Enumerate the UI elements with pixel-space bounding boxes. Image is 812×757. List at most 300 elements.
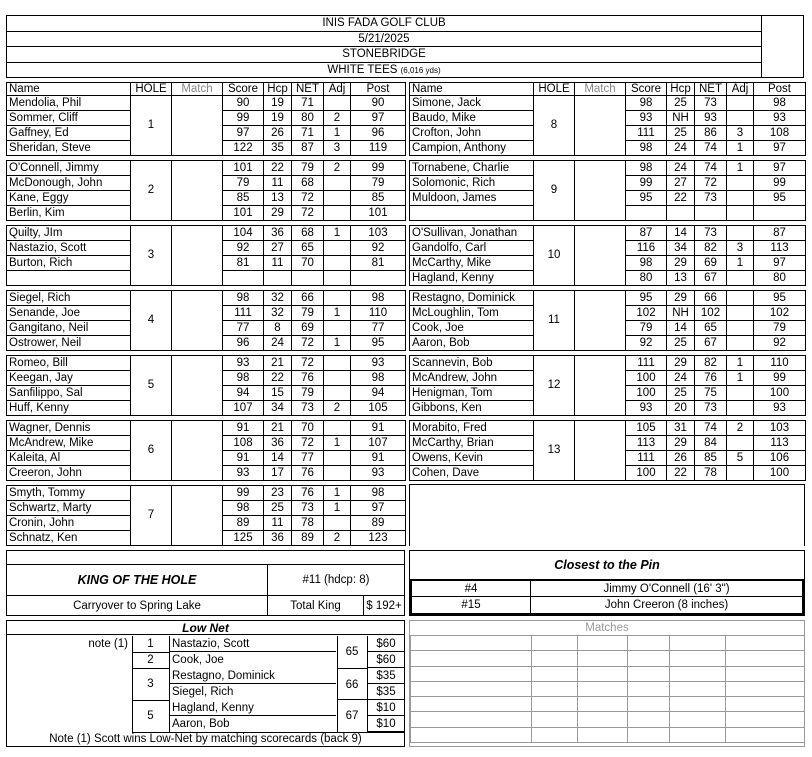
player-adj: 1 <box>324 306 351 321</box>
match-cell <box>670 636 726 651</box>
player-row <box>7 96 406 111</box>
player-post: 94 <box>351 386 406 401</box>
player-name: O'Connell, Jimmy <box>7 161 131 176</box>
player-post: 100 <box>754 386 806 401</box>
match-cell <box>532 697 578 712</box>
match-cell <box>670 666 726 681</box>
player-adj: 3 <box>727 241 754 256</box>
group-match <box>575 356 626 416</box>
low-net-player-name: Restagno, Dominick <box>170 668 336 684</box>
player-adj <box>727 111 754 126</box>
player-hcp: 32 <box>264 306 292 321</box>
player-net: 76 <box>292 486 324 501</box>
player-post: 97 <box>754 256 806 271</box>
low-net-prize: $35 <box>368 668 404 684</box>
player-adj: 1 <box>324 336 351 351</box>
player-score: 100 <box>626 466 667 481</box>
group-match <box>575 161 626 221</box>
player-score: 77 <box>223 321 264 336</box>
player-row <box>410 96 806 111</box>
player-adj <box>324 356 351 371</box>
match-cell <box>578 712 628 727</box>
player-hcp: 25 <box>264 501 292 516</box>
match-cell <box>726 666 805 681</box>
player-score: 98 <box>626 141 667 156</box>
player-post: 110 <box>351 306 406 321</box>
player-score: 111 <box>626 451 667 466</box>
player-score: 94 <box>223 386 264 401</box>
player-score: 92 <box>626 336 667 351</box>
right-score-table <box>409 82 806 481</box>
low-net-prize: $60 <box>368 636 404 652</box>
matches-grid <box>410 635 805 743</box>
player-hcp: 19 <box>264 96 292 111</box>
player-score: 116 <box>626 241 667 256</box>
player-post <box>754 206 806 221</box>
player-adj: 1 <box>727 161 754 176</box>
player-name: Morabito, Fred <box>410 421 534 436</box>
player-net: 87 <box>292 141 324 156</box>
player-net: 73 <box>292 501 324 516</box>
player-post: 105 <box>351 401 406 416</box>
player-hcp: 25 <box>667 96 695 111</box>
tees-label: WHITE TEES <box>327 63 398 76</box>
player-score: 99 <box>223 111 264 126</box>
player-hcp: 25 <box>667 386 695 401</box>
king-carryover: Carryover to Spring Lake <box>7 595 267 615</box>
player-net: 84 <box>695 436 727 451</box>
player-net: 82 <box>695 241 727 256</box>
player-row <box>410 421 806 436</box>
player-net: 80 <box>292 111 324 126</box>
player-adj <box>727 306 754 321</box>
player-hcp: 11 <box>264 176 292 191</box>
group-match <box>172 291 223 351</box>
match-cell <box>628 651 670 666</box>
player-post: 93 <box>754 401 806 416</box>
player-row <box>410 356 806 371</box>
match-cell <box>628 666 670 681</box>
player-net: 82 <box>695 356 727 371</box>
match-cell <box>532 712 578 727</box>
player-score: 101 <box>223 206 264 221</box>
player-row <box>410 291 806 306</box>
player-adj: 2 <box>324 161 351 176</box>
player-name: Muldoon, James <box>410 191 534 206</box>
player-hcp: 20 <box>667 401 695 416</box>
player-net: 73 <box>695 401 727 416</box>
player-score: 95 <box>626 291 667 306</box>
player-net: 85 <box>695 451 727 466</box>
player-score: 98 <box>223 501 264 516</box>
player-post: 96 <box>351 126 406 141</box>
player-post: 89 <box>351 516 406 531</box>
match-cell <box>628 712 670 727</box>
match-row <box>411 697 805 712</box>
player-name: McLoughlin, Tom <box>410 306 534 321</box>
player-post: 80 <box>754 271 806 286</box>
low-net-note: note (1) <box>88 638 128 650</box>
low-net-prize: $60 <box>368 652 404 668</box>
player-net: 86 <box>695 126 727 141</box>
player-name: Burton, Rich <box>7 256 131 271</box>
group-match <box>575 291 626 351</box>
player-score: 99 <box>223 486 264 501</box>
player-adj <box>324 241 351 256</box>
match-row <box>411 712 805 727</box>
player-net <box>695 206 727 221</box>
match-cell <box>670 681 726 696</box>
player-score: 107 <box>223 401 264 416</box>
player-post: 99 <box>351 161 406 176</box>
player-score: 113 <box>626 436 667 451</box>
column-header-row <box>410 83 806 96</box>
player-net: 93 <box>695 111 727 126</box>
club-name: INIS FADA GOLF CLUB <box>7 16 762 32</box>
group-hole: 1 <box>131 96 172 156</box>
player-hcp: 24 <box>667 161 695 176</box>
player-adj: 1 <box>727 371 754 386</box>
player-name: Keegan, Jay <box>7 371 131 386</box>
player-net: 78 <box>292 516 324 531</box>
player-hcp: 29 <box>264 206 292 221</box>
match-cell <box>726 681 805 696</box>
player-hcp: 31 <box>667 421 695 436</box>
match-cell <box>726 697 805 712</box>
player-post: 99 <box>754 176 806 191</box>
player-name: Henigman, Tom <box>410 386 534 401</box>
player-score: 81 <box>223 256 264 271</box>
player-adj <box>324 191 351 206</box>
player-net: 78 <box>695 466 727 481</box>
player-post: 92 <box>351 241 406 256</box>
player-net: 65 <box>695 321 727 336</box>
player-adj: 1 <box>727 256 754 271</box>
player-post: 97 <box>351 501 406 516</box>
player-post: 107 <box>351 436 406 451</box>
column-header-hcp: Hcp <box>264 83 292 96</box>
player-name: Cohen, Dave <box>410 466 534 481</box>
tees-yardage: (6,016 yds) <box>400 65 441 75</box>
player-adj: 1 <box>324 486 351 501</box>
player-score: 111 <box>626 356 667 371</box>
player-post: 106 <box>754 451 806 466</box>
player-adj: 1 <box>727 141 754 156</box>
match-cell <box>670 651 726 666</box>
player-row <box>410 226 806 241</box>
player-post: 95 <box>754 291 806 306</box>
player-hcp: 36 <box>264 531 292 546</box>
group-match <box>172 486 223 546</box>
match-cell <box>411 666 532 681</box>
player-name: Ostrower, Neil <box>7 336 131 351</box>
player-post: 113 <box>754 436 806 451</box>
matches-box <box>409 620 805 747</box>
player-post: 102 <box>754 306 806 321</box>
player-post: 85 <box>351 191 406 206</box>
player-score: 95 <box>626 191 667 206</box>
player-score: 100 <box>626 386 667 401</box>
group-match <box>172 226 223 286</box>
player-adj: 2 <box>324 401 351 416</box>
player-score: 99 <box>626 176 667 191</box>
group-match <box>172 96 223 156</box>
group-hole: 4 <box>131 291 172 351</box>
player-name: Senande, Joe <box>7 306 131 321</box>
column-header-adj: Adj <box>727 83 754 96</box>
player-name: Mendolia, Phil <box>7 96 131 111</box>
player-name: Nastazio, Scott <box>7 241 131 256</box>
column-header-score: Score <box>223 83 264 96</box>
player-score: 93 <box>223 466 264 481</box>
player-post: 95 <box>754 191 806 206</box>
player-net: 66 <box>695 291 727 306</box>
player-net: 73 <box>695 96 727 111</box>
player-adj <box>324 451 351 466</box>
player-hcp: 14 <box>667 321 695 336</box>
player-hcp: NH <box>667 111 695 126</box>
player-adj <box>324 206 351 221</box>
player-name: Baudo, Mike <box>410 111 534 126</box>
group-hole: 11 <box>534 291 575 351</box>
player-score: 104 <box>223 226 264 241</box>
player-hcp: 35 <box>264 141 292 156</box>
column-header-match: Match <box>575 83 626 96</box>
player-post: 101 <box>351 206 406 221</box>
player-hcp <box>667 206 695 221</box>
player-hcp: 14 <box>264 451 292 466</box>
player-name: Cronin, John <box>7 516 131 531</box>
player-net: 77 <box>292 451 324 466</box>
low-net-prize: $35 <box>368 684 404 700</box>
player-adj <box>727 226 754 241</box>
column-header-post: Post <box>351 83 406 96</box>
player-name: Quilty, JIm <box>7 226 131 241</box>
player-post: 100 <box>754 466 806 481</box>
group-hole: 13 <box>534 421 575 481</box>
player-score: 93 <box>626 111 667 126</box>
player-name: Siegel, Rich <box>7 291 131 306</box>
player-net: 74 <box>695 141 727 156</box>
player-post: 98 <box>351 291 406 306</box>
match-row <box>411 636 805 651</box>
player-hcp: 32 <box>264 291 292 306</box>
player-adj <box>324 516 351 531</box>
player-name: Huff, Kenny <box>7 401 131 416</box>
course-name: STONEBRIDGE <box>7 47 762 63</box>
matches-title: Matches <box>585 622 629 634</box>
match-cell <box>726 636 805 651</box>
player-name: Sommer, Cliff <box>7 111 131 126</box>
match-cell <box>411 727 532 742</box>
player-name: Gangitano, Neil <box>7 321 131 336</box>
player-name: Berlin, Kim <box>7 206 131 221</box>
player-net: 79 <box>292 386 324 401</box>
match-row <box>411 681 805 696</box>
player-hcp: 29 <box>667 291 695 306</box>
player-post: 92 <box>754 336 806 351</box>
player-post: 119 <box>351 141 406 156</box>
closest-hole-2: #15 <box>412 597 531 613</box>
player-net: 72 <box>695 176 727 191</box>
player-name: Kane, Eggy <box>7 191 131 206</box>
king-total-label: Total King <box>267 595 363 615</box>
player-name: Hagland, Kenny <box>410 271 534 286</box>
player-adj <box>324 271 351 286</box>
player-name: McDonough, John <box>7 176 131 191</box>
group-match <box>575 421 626 481</box>
player-score: 79 <box>626 321 667 336</box>
player-row <box>7 356 406 371</box>
player-score: 98 <box>626 161 667 176</box>
player-hcp <box>264 271 292 286</box>
player-name: Tornabene, Charlie <box>410 161 534 176</box>
low-net-prize: $10 <box>368 716 404 732</box>
group-hole: 2 <box>131 161 172 221</box>
player-adj <box>727 466 754 481</box>
group-hole: 7 <box>131 486 172 546</box>
player-score: 111 <box>626 126 667 141</box>
player-name <box>410 206 534 221</box>
closest-hole-1: #4 <box>412 581 531 597</box>
player-score: 93 <box>626 401 667 416</box>
player-net: 68 <box>292 226 324 241</box>
player-net: 74 <box>695 161 727 176</box>
player-post: 79 <box>754 321 806 336</box>
player-net: 65 <box>292 241 324 256</box>
player-hcp: 21 <box>264 356 292 371</box>
player-adj: 2 <box>727 421 754 436</box>
player-post: 81 <box>351 256 406 271</box>
player-post: 98 <box>351 371 406 386</box>
low-net-player-name: Cook, Joe <box>172 654 224 666</box>
player-name: Gibbons, Ken <box>410 401 534 416</box>
player-adj: 2 <box>324 111 351 126</box>
player-net: 66 <box>292 291 324 306</box>
player-hcp: 13 <box>667 271 695 286</box>
player-name: Creeron, John <box>7 466 131 481</box>
player-net: 73 <box>292 401 324 416</box>
player-hcp: 34 <box>667 241 695 256</box>
player-net: 70 <box>292 421 324 436</box>
group-match <box>172 356 223 416</box>
group-match <box>575 96 626 156</box>
group-hole: 5 <box>131 356 172 416</box>
player-adj: 2 <box>324 531 351 546</box>
player-adj <box>324 176 351 191</box>
player-post: 91 <box>351 451 406 466</box>
player-name: McAndrew, Mike <box>7 436 131 451</box>
player-name: Gaffney, Ed <box>7 126 131 141</box>
match-cell <box>411 681 532 696</box>
low-net-place-1: 1 <box>147 638 154 650</box>
player-hcp: 27 <box>667 176 695 191</box>
match-row <box>411 651 805 666</box>
player-score: 100 <box>626 371 667 386</box>
event-date: 5/21/2025 <box>7 32 762 48</box>
group-hole: 3 <box>131 226 172 286</box>
player-name: Schnatz, Ken <box>7 531 131 546</box>
match-cell <box>532 727 578 742</box>
match-cell <box>628 697 670 712</box>
player-score: 97 <box>223 126 264 141</box>
closest-title: Closest to the Pin <box>554 558 660 572</box>
match-cell <box>411 712 532 727</box>
player-adj <box>324 386 351 401</box>
player-score: 80 <box>626 271 667 286</box>
match-cell <box>578 651 628 666</box>
player-post: 93 <box>351 356 406 371</box>
player-net: 76 <box>695 371 727 386</box>
player-adj <box>324 256 351 271</box>
player-net: 76 <box>292 371 324 386</box>
player-post: 91 <box>351 421 406 436</box>
player-hcp: 29 <box>667 356 695 371</box>
player-score: 122 <box>223 141 264 156</box>
player-score: 91 <box>223 421 264 436</box>
player-name: O'Sullivan, Jonathan <box>410 226 534 241</box>
player-name <box>7 271 131 286</box>
player-adj: 1 <box>324 226 351 241</box>
match-row <box>411 666 805 681</box>
player-net: 69 <box>695 256 727 271</box>
player-adj: 3 <box>324 141 351 156</box>
player-net: 76 <box>292 466 324 481</box>
player-hcp: 24 <box>667 371 695 386</box>
match-cell <box>670 727 726 742</box>
player-net: 70 <box>292 256 324 271</box>
player-score: 92 <box>223 241 264 256</box>
player-score: 96 <box>223 336 264 351</box>
player-row <box>410 161 806 176</box>
match-cell <box>411 697 532 712</box>
king-of-the-hole-box <box>6 550 405 616</box>
closest-table <box>410 579 804 615</box>
match-cell <box>578 666 628 681</box>
player-adj <box>727 321 754 336</box>
player-adj: 1 <box>324 501 351 516</box>
player-name: Simone, Jack <box>410 96 534 111</box>
player-adj <box>727 191 754 206</box>
player-adj <box>727 176 754 191</box>
player-name: Cook, Joe <box>410 321 534 336</box>
player-score: 98 <box>223 371 264 386</box>
group-hole: 10 <box>534 226 575 286</box>
low-net-player-name: Siegel, Rich <box>172 686 234 698</box>
player-net: 72 <box>292 206 324 221</box>
column-header-name: Name <box>7 83 131 96</box>
player-hcp: 15 <box>264 386 292 401</box>
player-hcp: 22 <box>667 191 695 206</box>
player-adj <box>727 336 754 351</box>
group-match <box>172 161 223 221</box>
player-net: 68 <box>292 176 324 191</box>
match-cell <box>578 697 628 712</box>
player-adj <box>324 371 351 386</box>
player-name: McAndrew, John <box>410 371 534 386</box>
player-score: 87 <box>626 226 667 241</box>
player-net: 71 <box>292 126 324 141</box>
player-row <box>7 486 406 501</box>
player-row <box>7 291 406 306</box>
player-net: 72 <box>292 336 324 351</box>
player-post: 77 <box>351 321 406 336</box>
player-post: 97 <box>754 161 806 176</box>
player-hcp: NH <box>667 306 695 321</box>
player-hcp: 14 <box>667 226 695 241</box>
player-adj: 5 <box>727 451 754 466</box>
match-row <box>411 727 805 742</box>
